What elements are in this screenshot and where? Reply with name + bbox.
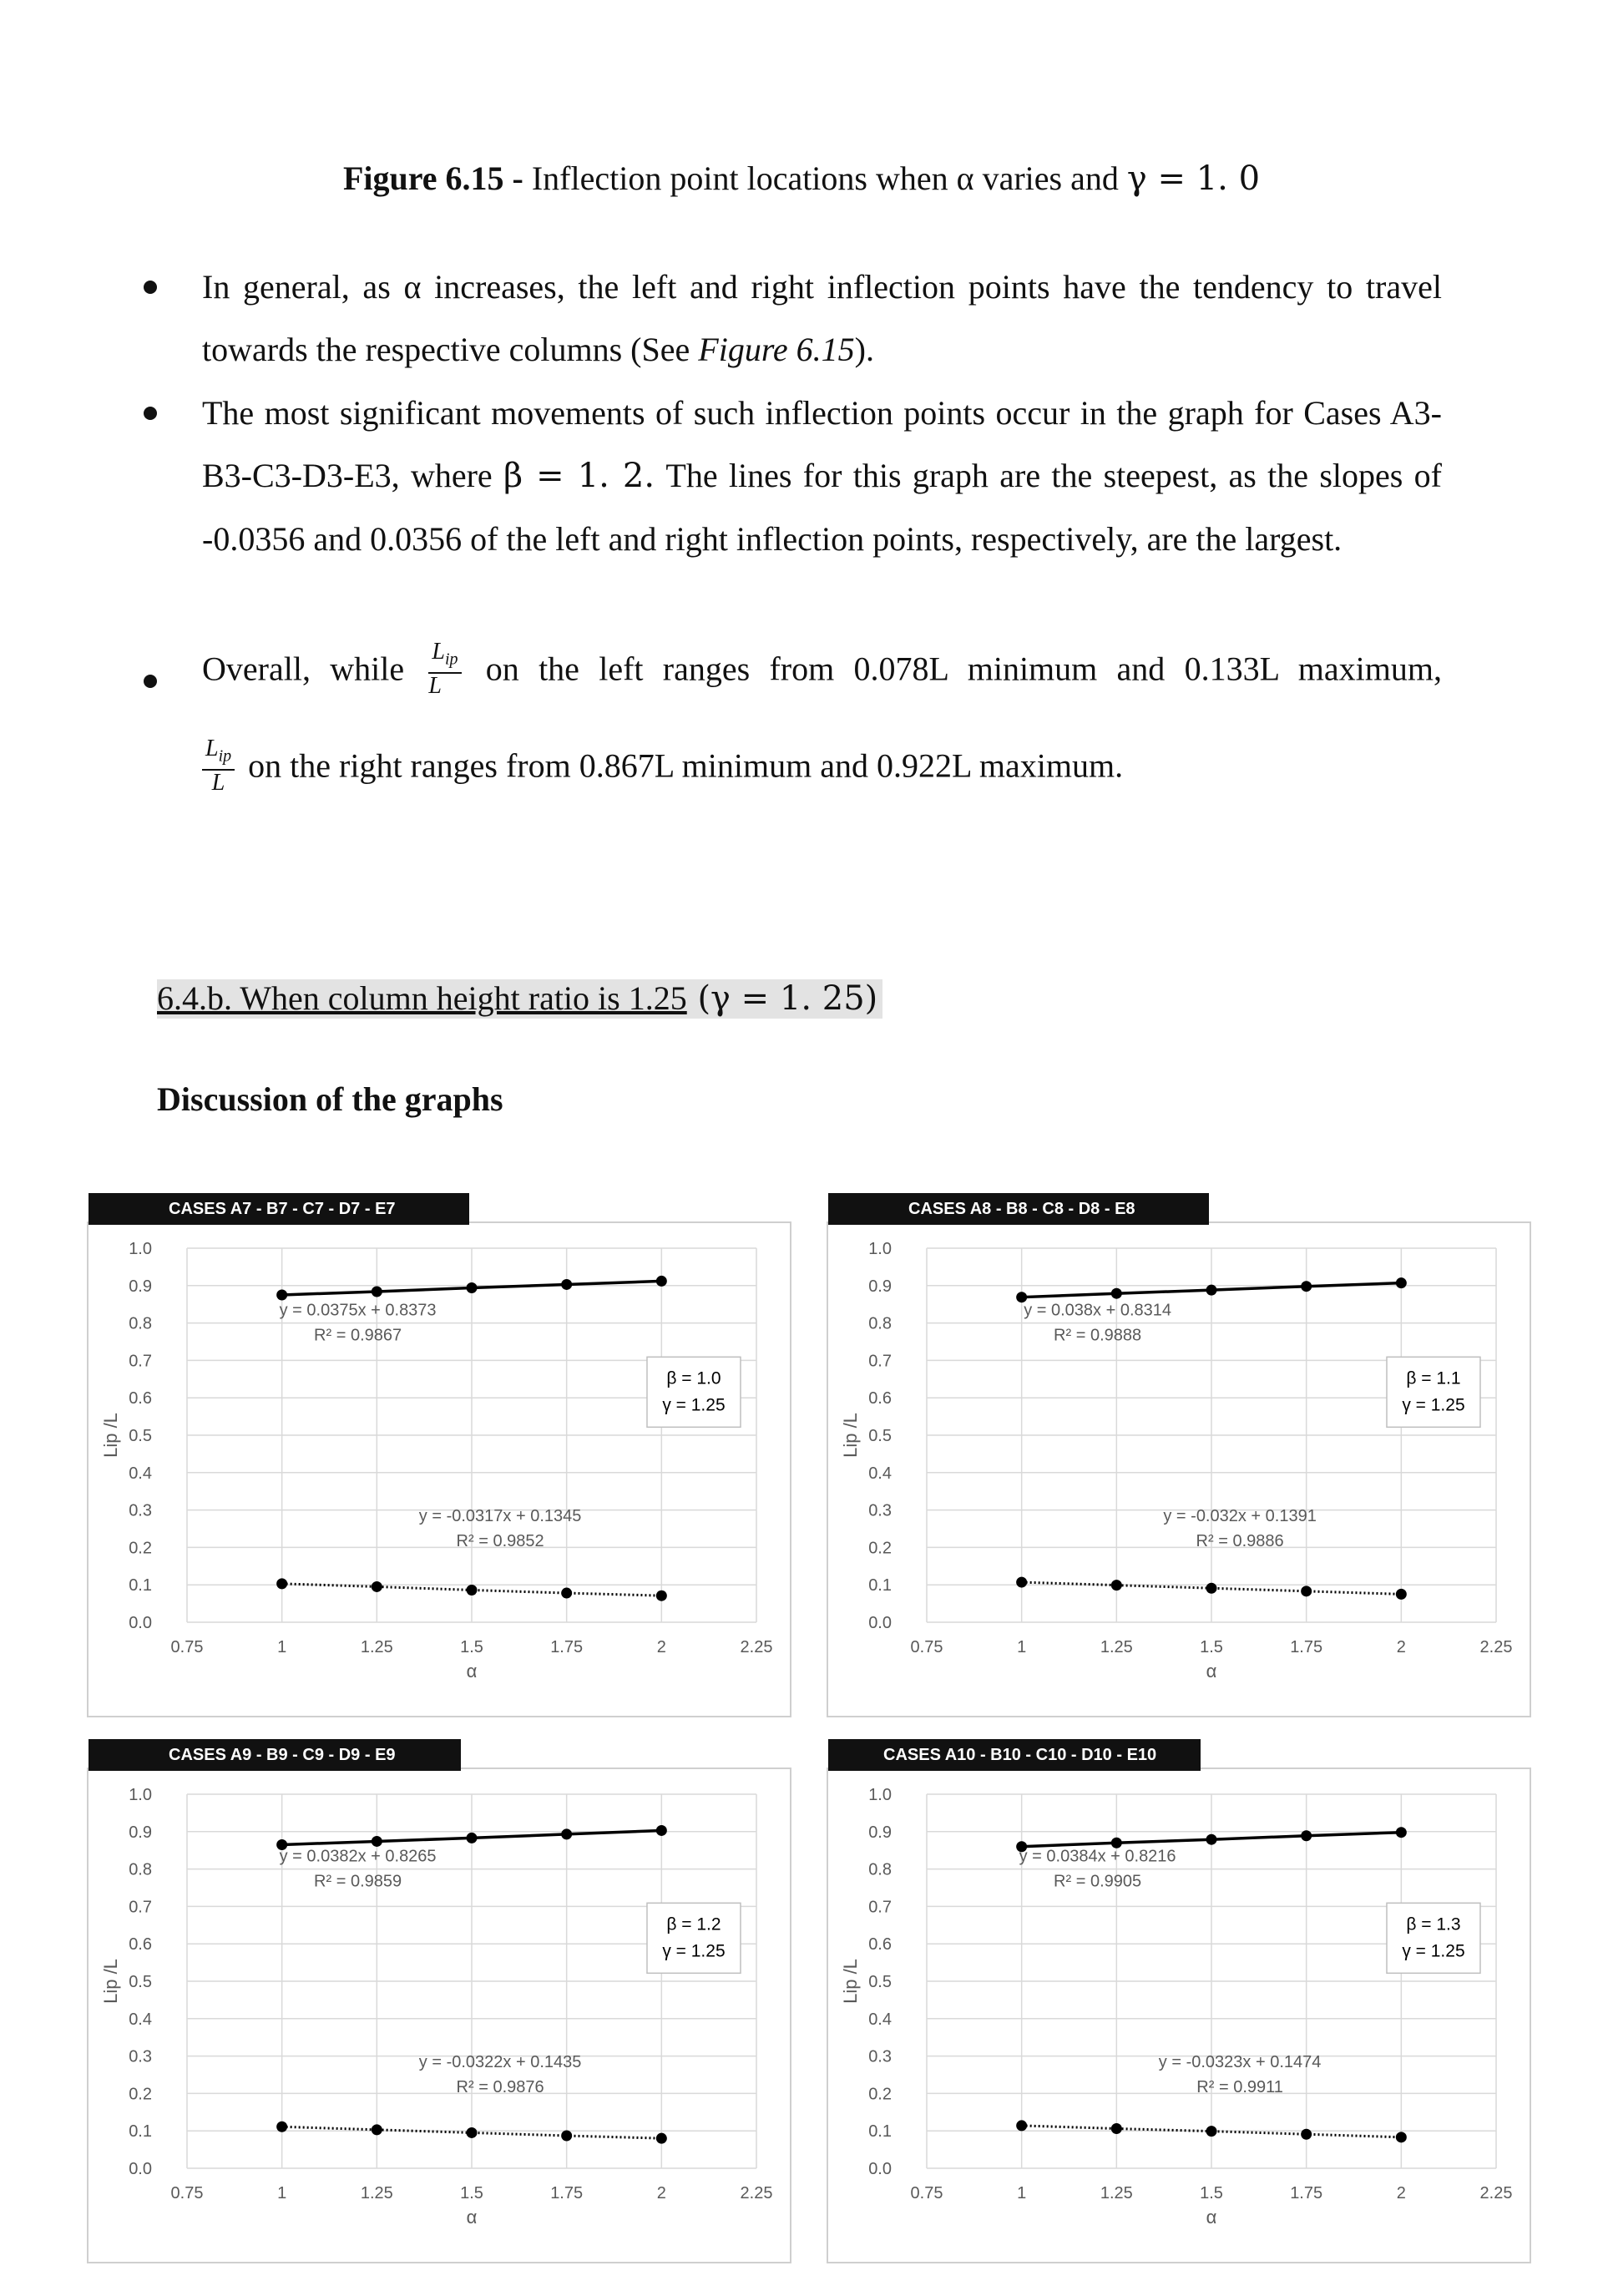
y-tick-label: 0.2 (868, 2085, 892, 2104)
data-point (1301, 2129, 1312, 2140)
y-tick-label: 0.6 (868, 1389, 892, 1408)
y-tick-label: 0.1 (868, 2122, 892, 2142)
y-tick-label: 0.5 (129, 1427, 152, 1445)
y-tick-label: 0.8 (868, 1314, 892, 1333)
data-point (1016, 2120, 1027, 2131)
legend-box (647, 1357, 741, 1427)
data-point (372, 1581, 382, 1592)
legend-box (1387, 1357, 1480, 1427)
lip-over-l-fraction: $\frac{L_{ip}}{L}$ (428, 640, 461, 699)
y-tick-label: 0.9 (868, 1277, 892, 1296)
x-tick-label: 0.75 (910, 1638, 943, 1656)
x-tick-label: 1 (1017, 1638, 1027, 1656)
chart-panel-a7 (87, 1200, 791, 1717)
trendline-equation: y = 0.0375x + 0.8373 (279, 1301, 437, 1320)
legend-text: γ = 1.25 (662, 1941, 726, 1961)
legend-box (1387, 1903, 1480, 1973)
data-point (1396, 2132, 1407, 2142)
data-point (276, 1290, 287, 1301)
x-tick-label: 2.25 (1479, 1638, 1513, 1656)
data-point (656, 1591, 667, 1601)
trendline-equation: y = 0.0384x + 0.8216 (1019, 1847, 1176, 1866)
chart-plot (828, 1769, 1530, 2262)
y-tick-label: 1.0 (129, 1786, 152, 1804)
legend-text: β = 1.1 (1406, 1368, 1461, 1388)
data-point (276, 2122, 287, 2132)
section-heading-underlined: 6.4.b. When column height ratio is 1.25 (157, 979, 687, 1017)
x-tick-label: 1.5 (1200, 2184, 1223, 2202)
chart-plot (88, 1223, 790, 1716)
x-tick-label: 2 (656, 2184, 666, 2202)
trendline-equation: R² = 0.9888 (1054, 1326, 1142, 1345)
x-tick-label: 0.75 (170, 2184, 204, 2202)
y-tick-label: 0.4 (129, 1464, 152, 1483)
chart-title: CASES A7 - B7 - C7 - D7 - E7 (88, 1193, 469, 1225)
data-point (1206, 1285, 1217, 1296)
bullet-paragraph-3-line-1 (202, 639, 1443, 702)
chart-title: CASES A10 - B10 - C10 - D10 - E10 (828, 1739, 1201, 1771)
legend-text: β = 1.3 (1406, 1914, 1461, 1934)
data-point (1301, 1585, 1312, 1596)
x-tick-label: 1 (277, 1638, 287, 1656)
data-point (1396, 1827, 1407, 1838)
y-tick-label: 0.9 (129, 1277, 152, 1296)
trendline-equation: y = 0.0382x + 0.8265 (279, 1847, 437, 1866)
y-tick-label: 1.0 (129, 1240, 152, 1258)
bullet-3-end: on the right ranges from 0.867L minimum and 0.922L maximum. (248, 746, 1124, 785)
y-axis-label: Lip /L (100, 1959, 121, 2004)
beta-math: β = 1. 2. (503, 457, 655, 495)
y-tick-label: 0.3 (129, 2047, 152, 2066)
chart-panel-a8 (827, 1200, 1531, 1717)
y-tick-label: 0.9 (868, 1823, 892, 1842)
caption-math: γ = 1. 0 (1126, 159, 1261, 198)
y-axis-label: Lip /L (840, 1413, 861, 1458)
y-tick-label: 0.1 (129, 2122, 152, 2142)
y-axis-label: Lip /L (840, 1959, 861, 2004)
data-point (656, 1825, 667, 1836)
caption-label: Figure 6.15 - (342, 159, 523, 197)
data-point (1111, 1288, 1122, 1299)
y-tick-label: 0.2 (868, 1539, 892, 1558)
bullet-1-end: ). (854, 331, 874, 368)
chart-title: CASES A8 - B8 - C8 - D8 - E8 (828, 1193, 1209, 1225)
y-tick-label: 0.6 (129, 1935, 152, 1955)
y-tick-label: 0.4 (868, 2010, 892, 2029)
chart-title: CASES A9 - B9 - C9 - D9 - E9 (88, 1739, 461, 1771)
y-tick-label: 0.8 (129, 1860, 152, 1879)
chart-panel-a9 (87, 1746, 791, 2263)
trendline-equation: R² = 0.9852 (456, 1532, 544, 1551)
bullet-marker (144, 281, 157, 294)
x-tick-label: 0.75 (170, 1638, 204, 1656)
y-tick-label: 0.8 (129, 1314, 152, 1333)
x-tick-label: 1.25 (360, 1638, 393, 1656)
x-tick-label: 2.25 (740, 2184, 773, 2202)
bullet-paragraph-3-line-2 (202, 736, 1442, 799)
data-point (1301, 1281, 1312, 1292)
y-axis-label: Lip /L (100, 1413, 121, 1458)
y-tick-label: 0.4 (129, 2010, 152, 2029)
y-tick-label: 0.0 (129, 2160, 152, 2178)
y-tick-label: 0.5 (868, 1427, 892, 1445)
y-tick-label: 0.7 (868, 1898, 892, 1917)
legend-text: γ = 1.25 (1402, 1941, 1465, 1961)
x-tick-label: 1.25 (1100, 1638, 1133, 1656)
x-tick-label: 2 (1396, 2184, 1406, 2202)
y-tick-label: 0.7 (129, 1898, 152, 1917)
x-tick-label: 1.75 (550, 1638, 584, 1656)
section-heading (157, 979, 882, 1018)
data-point (1301, 1830, 1312, 1841)
trendline-equation: R² = 0.9876 (456, 2078, 544, 2097)
trendline-equation: y = -0.0323x + 0.1474 (1158, 2053, 1322, 2072)
data-point (1111, 1580, 1122, 1591)
y-tick-label: 0.2 (129, 2085, 152, 2104)
legend-text: β = 1.0 (666, 1368, 721, 1388)
bullet-marker (144, 675, 157, 688)
trendline-equation: y = -0.032x + 0.1391 (1163, 1507, 1317, 1526)
bullet-paragraph-1 (202, 255, 1442, 381)
data-point (467, 1282, 478, 1293)
legend-text: γ = 1.25 (1402, 1395, 1465, 1415)
figure-caption (0, 159, 1603, 198)
y-tick-label: 0.6 (129, 1389, 152, 1408)
data-point (656, 1276, 667, 1287)
x-tick-label: 1.25 (1100, 2184, 1133, 2202)
data-point (1206, 2126, 1217, 2137)
trendline-equation: R² = 0.9859 (314, 1872, 402, 1891)
bullet-3-text: Overall, while (202, 650, 405, 688)
data-point (1206, 1834, 1217, 1845)
data-point (656, 2133, 667, 2144)
y-tick-label: 1.0 (868, 1786, 892, 1804)
data-point (467, 1833, 478, 1843)
x-axis-label: α (466, 1661, 478, 1682)
chart-plot (828, 1223, 1530, 1716)
x-tick-label: 1.75 (1290, 2184, 1323, 2202)
chart-plot (88, 1769, 790, 2262)
y-tick-label: 0.1 (129, 1576, 152, 1596)
data-point (561, 1588, 572, 1599)
lip-over-l-fraction: $\frac{L_{ip}}{L}$ (202, 736, 235, 796)
y-tick-label: 0.0 (868, 2160, 892, 2178)
legend-text: β = 1.2 (666, 1914, 721, 1934)
x-tick-label: 2.25 (1479, 2184, 1513, 2202)
data-point (467, 2127, 478, 2138)
x-axis-label: α (1206, 1661, 1217, 1682)
y-tick-label: 0.1 (868, 1576, 892, 1596)
x-tick-label: 2 (656, 1638, 666, 1656)
trendline-equation: R² = 0.9905 (1054, 1872, 1142, 1891)
legend-box (647, 1903, 741, 1973)
figure-reference: Figure 6.15 (698, 331, 855, 368)
y-tick-label: 0.3 (129, 1501, 152, 1520)
data-point (561, 1279, 572, 1290)
x-tick-label: 1.75 (550, 2184, 584, 2202)
y-tick-label: 1.0 (868, 1240, 892, 1258)
data-point (276, 1578, 287, 1589)
data-point (467, 1585, 478, 1596)
trendline-equation: y = 0.038x + 0.8314 (1024, 1301, 1172, 1320)
bullet-2-text: The most significant movements of such inflection points occur in the graph for Cases A3-B3-C3-D3-E3, where (202, 394, 1442, 494)
x-tick-label: 1.5 (1200, 1638, 1223, 1656)
y-tick-label: 0.7 (868, 1352, 892, 1371)
trendline-equation: R² = 0.9867 (314, 1326, 402, 1345)
data-point (561, 2131, 572, 2142)
y-tick-label: 0.8 (868, 1860, 892, 1879)
x-tick-label: 1.75 (1290, 1638, 1323, 1656)
data-point (561, 1828, 572, 1839)
data-point (1016, 1577, 1027, 1588)
bullet-paragraph-2 (202, 382, 1442, 570)
y-tick-label: 0.4 (868, 1464, 892, 1483)
chart-panel-a10 (827, 1746, 1531, 2263)
y-tick-label: 0.3 (868, 2047, 892, 2066)
x-tick-label: 1.5 (460, 1638, 483, 1656)
y-tick-label: 0.0 (129, 1614, 152, 1632)
y-tick-label: 0.3 (868, 1501, 892, 1520)
x-tick-label: 2.25 (740, 1638, 773, 1656)
section-heading-math: (γ = 1. 25) (686, 979, 878, 1018)
bullet-3-middle: on the left ranges from 0.078L minimum and 0.133L maximum, (485, 650, 1443, 688)
x-tick-label: 1.25 (360, 2184, 393, 2202)
legend-text: γ = 1.25 (662, 1395, 726, 1415)
trendline-equation: R² = 0.9911 (1196, 2078, 1283, 2097)
trendline-equation: R² = 0.9886 (1196, 1532, 1284, 1551)
discussion-heading: Discussion of the graphs (157, 1080, 503, 1118)
x-tick-label: 1 (277, 2184, 287, 2202)
x-tick-label: 0.75 (910, 2184, 943, 2202)
y-tick-label: 0.2 (129, 1539, 152, 1558)
data-point (1396, 1277, 1407, 1288)
data-point (1396, 1589, 1407, 1600)
caption-text: Inflection point locations when α varies and (523, 159, 1127, 197)
data-point (372, 1836, 382, 1847)
data-point (372, 1286, 382, 1297)
bullet-1-text: In general, as α increases, the left and right inflection points have the tendency to travel towards the respective columns (See (202, 268, 1442, 368)
trendline-equation: y = -0.0322x + 0.1435 (418, 2053, 582, 2072)
y-tick-label: 0.5 (868, 1973, 892, 1991)
x-tick-label: 2 (1396, 1638, 1406, 1656)
data-point (1111, 2123, 1122, 2134)
data-point (1206, 1583, 1217, 1594)
y-tick-label: 0.5 (129, 1973, 152, 1991)
x-axis-label: α (466, 2207, 478, 2228)
y-tick-label: 0.0 (868, 1614, 892, 1632)
bullet-2-end: The lines for this graph are the steepest, as the slopes of -0.0356 and 0.0356 of the left and right inflection points, respectively, are the largest. (202, 457, 1442, 558)
x-axis-label: α (1206, 2207, 1217, 2228)
y-tick-label: 0.7 (129, 1352, 152, 1371)
data-point (372, 2124, 382, 2135)
y-tick-label: 0.6 (868, 1935, 892, 1955)
bullet-marker (144, 407, 157, 420)
x-tick-label: 1 (1017, 2184, 1027, 2202)
x-tick-label: 1.5 (460, 2184, 483, 2202)
y-tick-label: 0.9 (129, 1823, 152, 1842)
trendline-equation: y = -0.0317x + 0.1345 (418, 1507, 582, 1526)
